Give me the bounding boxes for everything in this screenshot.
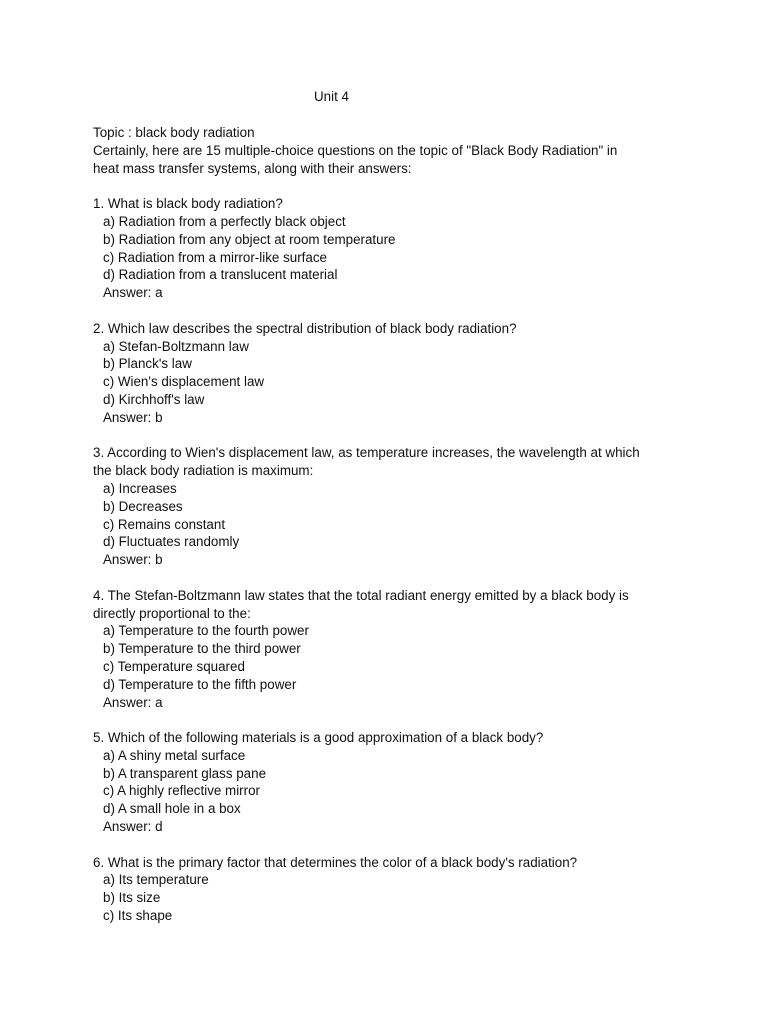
correct-answer: Answer: a — [103, 694, 163, 710]
answer-option: c) Radiation from a mirror-like surface — [103, 249, 327, 265]
paragraph-gap — [93, 569, 693, 587]
answer-option: b) Temperature to the third power — [103, 641, 301, 657]
question-text: directly proportional to the: — [93, 605, 251, 621]
answer-option: b) Planck's law — [103, 356, 192, 372]
question-text: 4. The Stefan-Boltzmann law states that the total radiant energy emitted by a black body is — [93, 587, 629, 603]
question-text: 5. Which of the following materials is a good approximation of a black body? — [93, 730, 544, 746]
question-text: the black body radiation is maximum: — [93, 463, 314, 479]
question-block — [93, 854, 693, 925]
topic-line: Topic : black body radiation — [93, 125, 255, 140]
answer-option: d) A small hole in a box — [103, 801, 241, 817]
paragraph-gap — [93, 302, 693, 320]
correct-answer: Answer: a — [103, 285, 163, 301]
paragraph-gap — [93, 427, 693, 445]
answer-option: d) Radiation from a translucent material — [103, 267, 338, 283]
question-text: 6. What is the primary factor that determines the color of a black body's radiation? — [93, 854, 578, 870]
answer-option: c) A highly reflective mirror — [103, 783, 261, 799]
answer-option: b) Its size — [103, 890, 161, 906]
intro-line: heat mass transfer systems, along with their answers: — [93, 160, 412, 176]
answer-option: d) Fluctuates randomly — [103, 534, 240, 550]
answer-option: b) Decreases — [103, 498, 183, 514]
question-block — [93, 195, 693, 302]
correct-answer: Answer: b — [103, 409, 163, 425]
paragraph-gap — [93, 836, 693, 854]
correct-answer: Answer: b — [103, 552, 163, 568]
answer-option: d) Kirchhoff's law — [103, 391, 205, 407]
answer-option: a) Stefan-Boltzmann law — [103, 338, 249, 354]
answer-option: a) Its temperature — [103, 872, 209, 888]
answer-option: c) Its shape — [103, 908, 173, 924]
paragraph-gap — [93, 177, 693, 195]
answer-option: c) Temperature squared — [103, 658, 245, 674]
question-text: 1. What is black body radiation? — [93, 196, 283, 212]
answer-option: a) Radiation from a perfectly black object — [103, 213, 346, 229]
answer-option: a) Temperature to the fourth power — [103, 623, 309, 639]
question-text: 3. According to Wien's displacement law, as temperature increases, the wavelength at which — [93, 445, 640, 461]
correct-answer: Answer: d — [103, 819, 163, 835]
answer-option: a) Increases — [103, 480, 177, 496]
question-block — [93, 729, 693, 836]
paragraph-gap — [93, 711, 693, 729]
document-body — [93, 124, 693, 925]
answer-option: a) A shiny metal surface — [103, 747, 246, 763]
answer-option: b) A transparent glass pane — [103, 765, 267, 781]
answer-option: b) Radiation from any object at room temperature — [103, 231, 396, 247]
intro-line: Certainly, here are 15 multiple-choice questions on the topic of "Black Body Radiation" in — [93, 142, 618, 158]
question-block — [93, 444, 693, 569]
question-text: 2. Which law describes the spectral distribution of black body radiation? — [93, 320, 517, 336]
answer-option: c) Wien's displacement law — [103, 374, 265, 390]
answer-option: d) Temperature to the fifth power — [103, 676, 297, 692]
answer-option: c) Remains constant — [103, 516, 226, 532]
question-block — [93, 320, 693, 427]
question-block — [93, 587, 693, 712]
document-title: Unit 4 — [314, 89, 349, 104]
